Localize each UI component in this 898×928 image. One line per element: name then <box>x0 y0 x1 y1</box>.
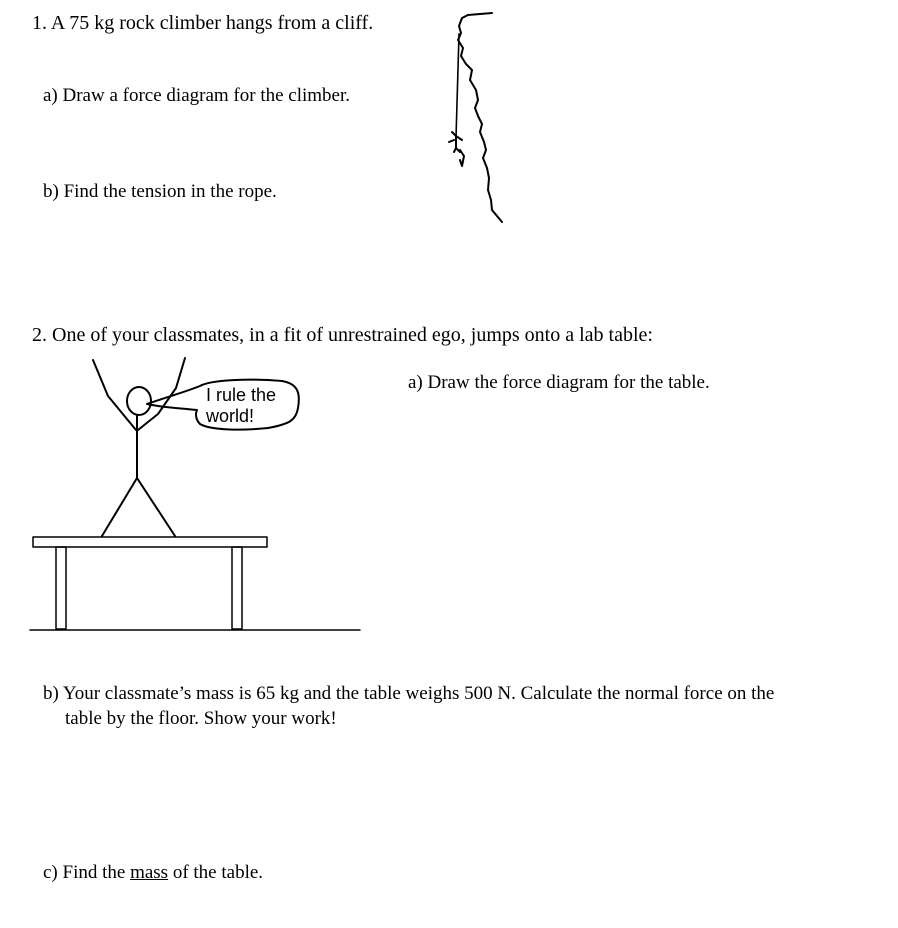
classmate-legs <box>102 478 175 536</box>
q1-part-b: b) Find the tension in the rope. <box>43 181 277 202</box>
q2-part-c-mass: mass <box>130 862 169 883</box>
speech-line-2: world! <box>206 406 255 426</box>
table-leg-left <box>56 547 66 629</box>
table-top <box>33 537 267 547</box>
q2-title: 2. One of your classmates, in a fit of unrestrained ego, jumps onto a lab table: <box>32 324 653 346</box>
q2-part-c-suffix: of the table. <box>168 862 264 883</box>
q2-part-c-prefix: c) Find the <box>43 862 131 883</box>
classmate-head <box>127 387 151 415</box>
q2-part-b-line-1: b) Your classmate’s mass is 65 kg and the table weighs 500 N. Calculate the normal force on the <box>43 683 775 704</box>
table-leg-right <box>232 547 242 629</box>
q2-part-c <box>43 861 263 885</box>
q2-part-b-line-2: table by the floor. Show your work! <box>65 708 337 729</box>
left-arm <box>93 360 136 430</box>
q1-part-a: a) Draw a force diagram for the climber. <box>43 85 351 106</box>
q1-title: 1. A 75 kg rock climber hangs from a cliff. <box>32 12 374 34</box>
q2-part-a: a) Draw the force diagram for the table. <box>408 372 710 393</box>
speech-line-1: I rule the <box>206 385 277 405</box>
